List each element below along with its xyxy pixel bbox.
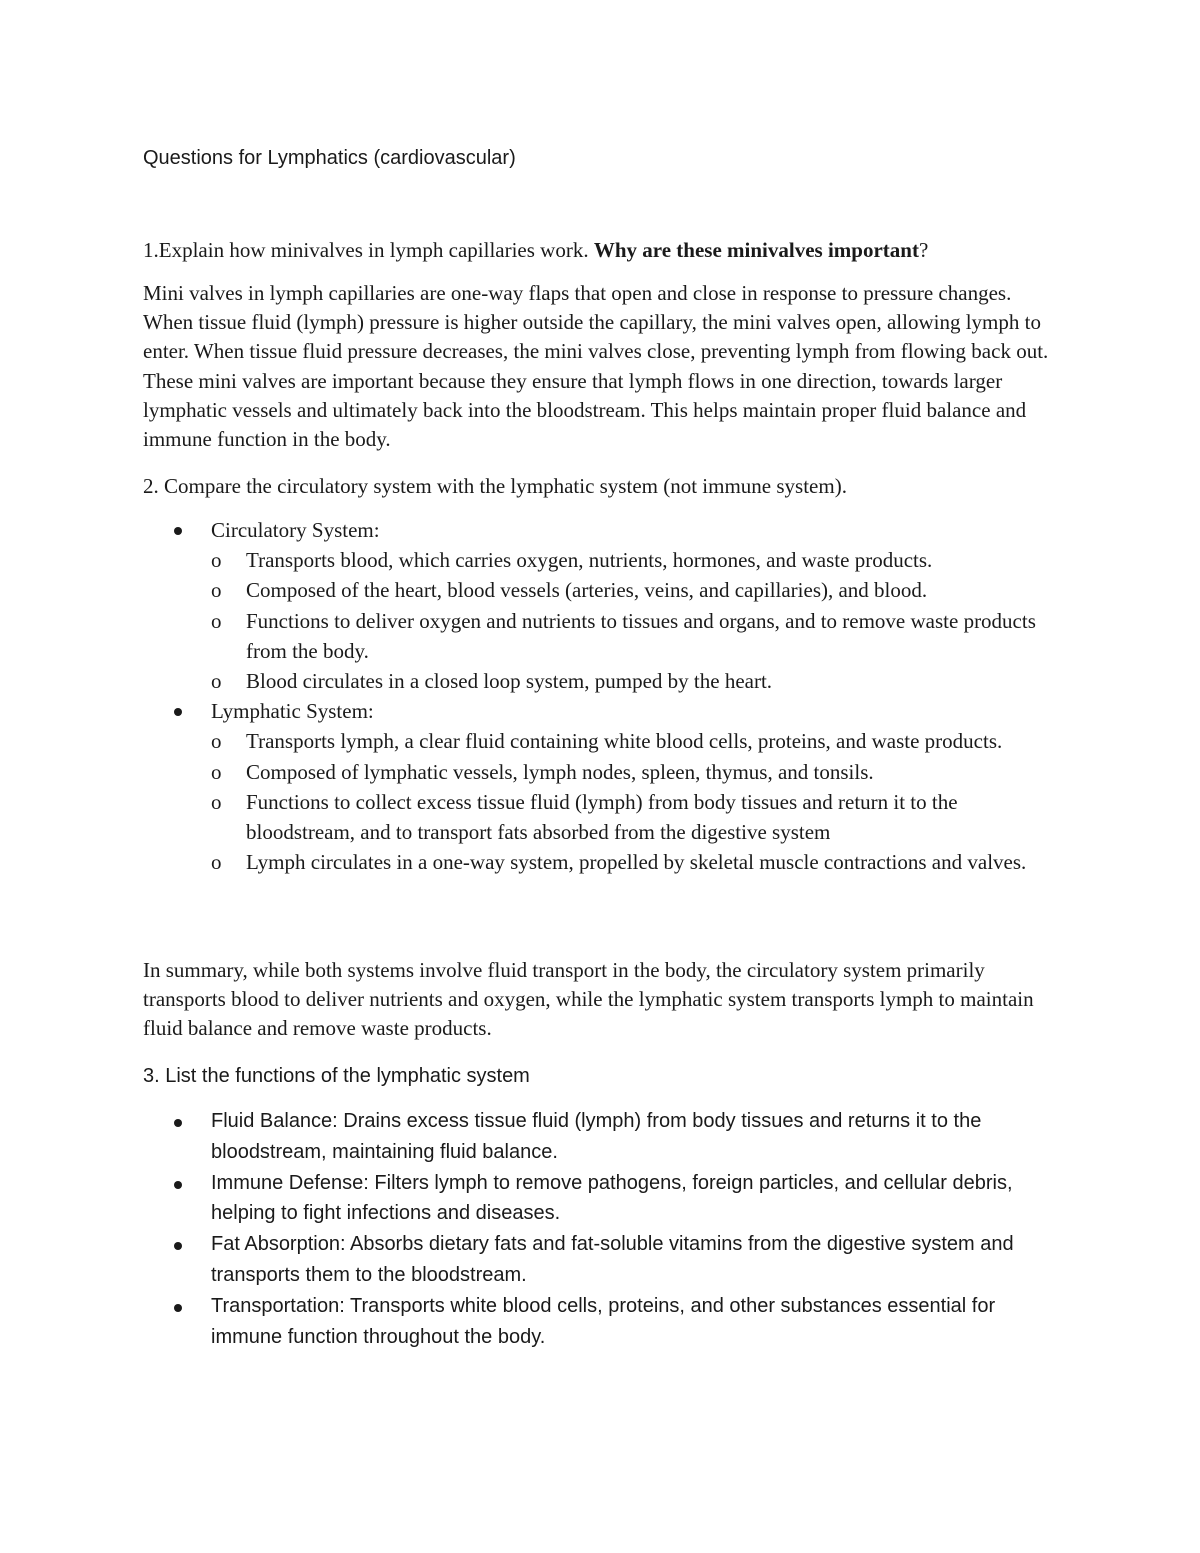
point-text: Composed of the heart, blood vessels (arteries, veins, and capillaries), and blood. — [246, 578, 928, 603]
circle-bullet-icon: o — [211, 850, 222, 875]
circle-bullet-icon: o — [211, 759, 222, 784]
list-item — [211, 847, 1063, 877]
comparison-list — [143, 515, 1063, 877]
function-text: Transportation: Transports white blood cells, proteins, and other substances essential for immune function throughout the body. — [211, 1294, 996, 1348]
circle-bullet-icon: o — [211, 669, 222, 694]
question-1-mark: ? — [918, 238, 929, 262]
point-text: Transports lymph, a clear fluid containing white blood cells, proteins, and waste products. — [246, 729, 1003, 754]
list-item — [211, 757, 1063, 787]
point-text: Composed of lymphatic vessels, lymph nodes, spleen, thymus, and tonsils. — [246, 759, 874, 784]
function-text: Fluid Balance: Drains excess tissue fluid (lymph) from body tissues and returns it to the bloodstream, maintaining fluid balance. — [211, 1110, 982, 1163]
list-item — [211, 726, 1063, 756]
bullet-icon — [174, 1181, 182, 1189]
point-text: Lymph circulates in a one-way system, propelled by skeletal muscle contractions and valves. — [246, 850, 1027, 875]
bullet-icon — [174, 1119, 182, 1127]
list-item — [143, 1291, 1063, 1353]
bullet-icon — [174, 1242, 182, 1250]
list-item — [211, 787, 1063, 847]
question-3: 3. List the functions of the lymphatic system — [143, 1065, 530, 1087]
question-2: 2. Compare the circulatory system with the lymphatic system (not immune system). — [143, 474, 847, 498]
list-item — [211, 545, 1063, 575]
circle-bullet-icon: o — [211, 729, 222, 754]
point-text: Transports blood, which carries oxygen, nutrients, hormones, and waste products. — [246, 548, 933, 573]
circulatory-label: Circulatory System: — [211, 518, 380, 542]
list-item — [143, 1168, 1063, 1230]
circle-bullet-icon: o — [211, 608, 222, 633]
list-item — [211, 666, 1063, 696]
list-item-circulatory — [143, 515, 1063, 696]
question-1-text: 1.Explain how minivalves in lymph capillaries work. — [143, 238, 594, 262]
circle-bullet-icon: o — [211, 789, 222, 814]
function-text: Fat Absorption: Absorbs dietary fats and fat-soluble vitamins from the digestive system and transports them to the bloodstream. — [211, 1233, 1014, 1286]
point-text: Functions to deliver oxygen and nutrients to tissues and organs, and to remove waste products from the body. — [246, 608, 1036, 663]
bullet-icon — [174, 527, 182, 535]
list-item — [143, 1106, 1063, 1168]
summary-paragraph: In summary, while both systems involve fluid transport in the body, the circulatory system primarily transports blood to deliver nutrients and oxygen, while the lymphatic system transports lymph to maintain fluid balance and remove waste products. — [143, 958, 1034, 1041]
lymphatic-points — [211, 726, 1063, 877]
list-item — [211, 575, 1063, 605]
circle-bullet-icon: o — [211, 578, 222, 603]
bullet-icon — [174, 708, 182, 716]
list-item — [211, 606, 1063, 666]
function-text: Immune Defense: Filters lymph to remove pathogens, foreign particles, and cellular debris, helping to fight infections and diseases. — [211, 1171, 1013, 1225]
question-1-emphasis: Why are these minivalves important — [593, 238, 919, 262]
list-item — [143, 1229, 1063, 1291]
point-text: Blood circulates in a closed loop system, pumped by the heart. — [246, 669, 773, 694]
circulatory-points — [211, 545, 1063, 696]
lymphatic-label: Lymphatic System: — [211, 699, 374, 724]
bullet-icon — [174, 1304, 182, 1312]
question-1 — [143, 235, 928, 265]
answer-1: Mini valves in lymph capillaries are one-way flaps that open and close in response to pressure changes. When tissue fluid (lymph) pressure is higher outside the capillary, the mini valves open, allowing lymph to enter. When tissue fluid pressure decreases, the mini valves close, preventing lymph from flowing back out. These mini valves are important because they ensure that lymph flows in one direction, towards larger lymphatic vessels and ultimately back into the bloodstream. This helps maintain proper fluid balance and immune function in the body. — [143, 281, 1049, 452]
circle-bullet-icon: o — [211, 548, 222, 573]
list-item-lymphatic — [143, 696, 1063, 877]
page-title: Questions for Lymphatics (cardiovascular) — [143, 147, 516, 169]
point-text: Functions to collect excess tissue fluid (lymph) from body tissues and return it to the bloodstream, and to transport fats absorbed from the digestive system — [246, 789, 958, 845]
functions-list — [143, 1106, 1063, 1352]
